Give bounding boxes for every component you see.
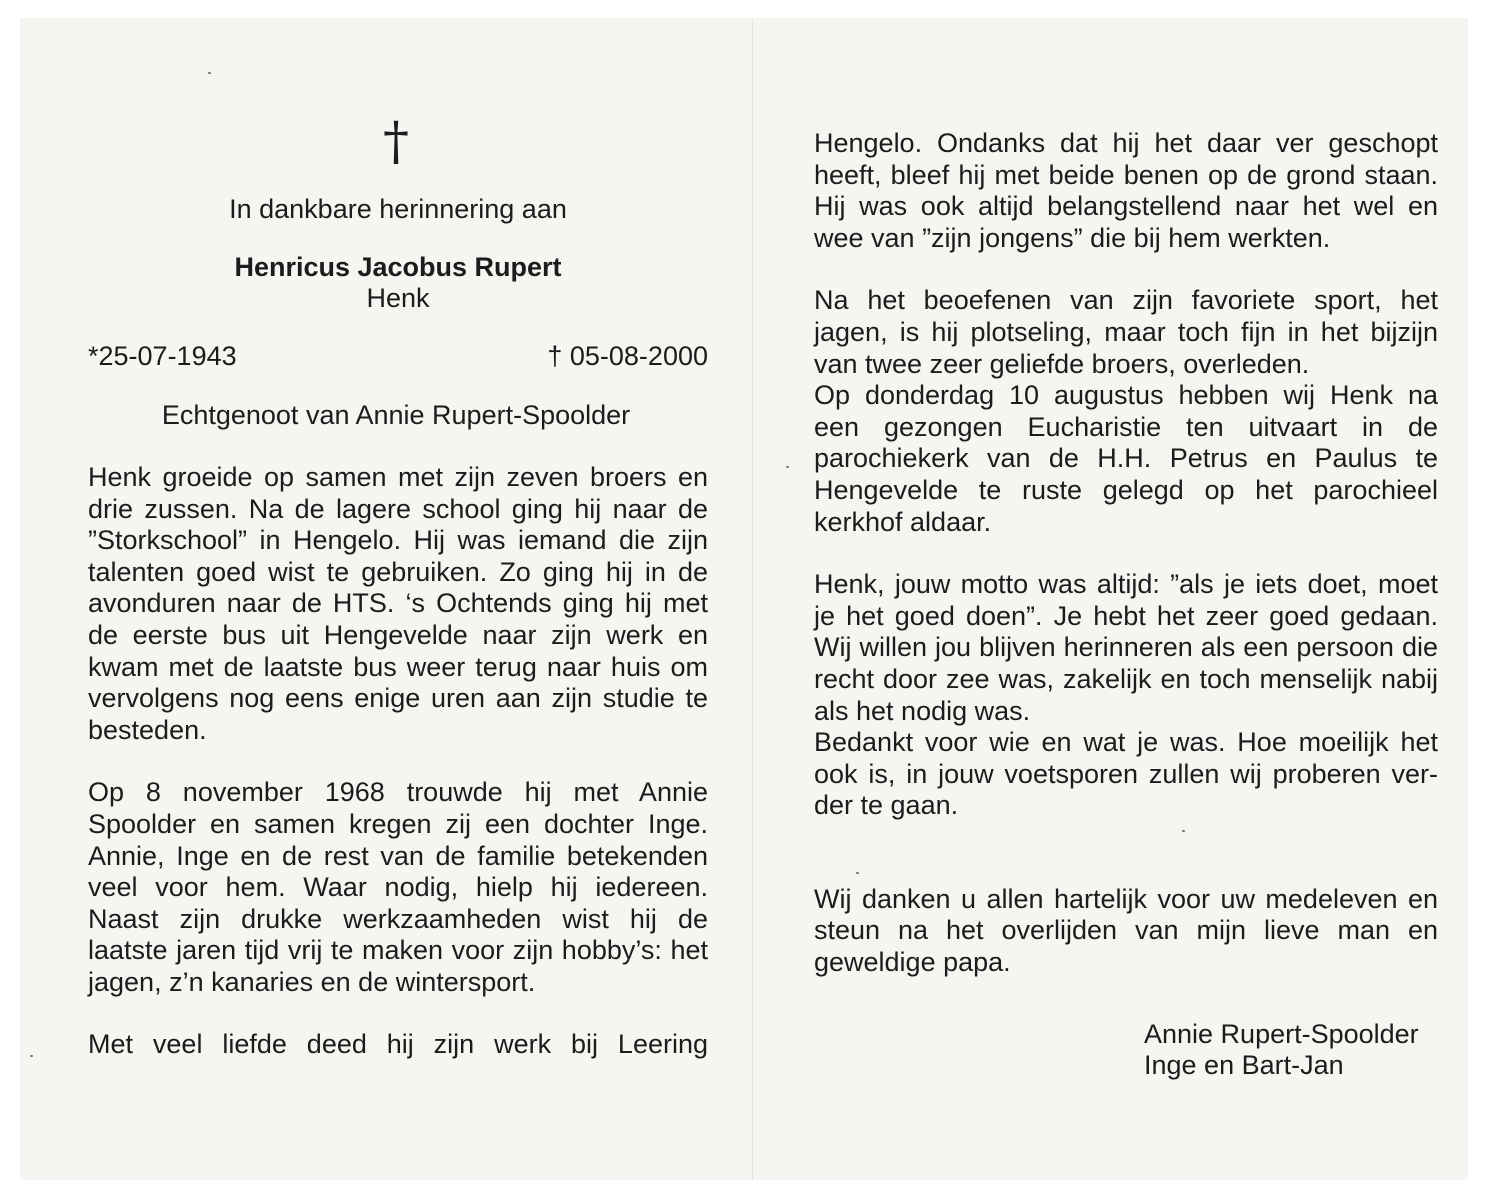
- biography-paragraph: Met veel liefde deed hij zijn werk bij Leering: [88, 1029, 708, 1060]
- intro-line: In dankbare herinnering aan: [229, 194, 567, 224]
- thanks-paragraph: Bedankt voor wie en wat je was. Hoe moeilijk het ook is, in jouw voetsporen zullen wij proberen ver-der te gaan.: [814, 727, 1438, 821]
- scan-speck: [786, 466, 789, 468]
- birth-date: *25-07-1943: [88, 340, 237, 371]
- life-dates: [88, 341, 708, 373]
- signature-block: [1144, 1019, 1438, 1082]
- gratitude-paragraph: Wij danken u allen hartelijk voor uw medeleven en steun na het overlijden van mijn lieve man en geweldige papa.: [814, 883, 1438, 978]
- card-fold-line: [752, 18, 753, 1180]
- scan-speck: [208, 72, 211, 74]
- biography-paragraph: Hengelo. Ondanks dat hij het daar ver geschopt heeft, bleef hij met beide benen op de grond staan. Hij was ook altijd belangstellend naar het wel en wee van ”zijn jongens” die bij hem werkten.: [814, 128, 1438, 253]
- spouse-line: Echtgenoot van Annie Rupert-Spoolder: [161, 400, 631, 431]
- biography-paragraph: Na het beoefenen van zijn favoriete sport, het jagen, is hij plotseling, maar toch fijn in het bijzijn van twee zeer geliefde broers, overleden.: [814, 285, 1438, 379]
- signature-line: Inge en Bart-Jan: [1144, 1050, 1344, 1081]
- biography-paragraph: Op 8 november 1968 trouwde hij met Annie Spoolder en samen kregen zij een dochter Inge. Annie, Inge en de rest van de familie betekenden veel voor hem. Waar nodig, hielp hij iedereen. Naast zijn drukke werkzaamheden wist hij de laatste jaren tijd vrij te maken voor zijn hobby’s: het jagen, z’n kanaries en de wintersport.: [88, 777, 708, 997]
- cross-icon: †: [383, 112, 409, 172]
- motto-paragraph: Henk, jouw motto was altijd: ”als je iets doet, moet je het goed doen”. Je hebt het zeer goed gedaan. Wij willen jou blijven herinneren als een persoon die recht door zee was, zakelijk en toch menselijk nabij als het nodig was.: [814, 569, 1438, 726]
- funeral-paragraph: Op donderdag 10 augustus hebben wij Henk na een gezongen Eucharistie ten uitvaart in de parochiekerk van de H.H. Petrus en Paulus te Hengevelde te ruste gelegd op het parochieel kerkhof aldaar.: [814, 380, 1438, 537]
- death-date: † 05-08-2000: [547, 340, 708, 371]
- deceased-full-name: Henricus Jacobus Rupert: [234, 251, 562, 282]
- biography-paragraph: Henk groeide op samen met zijn zeven broers en drie zussen. Na de lagere school ging hij naar de ”Storkschool” in Hengelo. Hij was iemand die zijn talenten goed wist te gebruiken. Zo ging hij in de avonduren naar de HTS. ‘s Ochtends ging hij met de eerste bus uit Hengevelde naar zijn werk en kwam met de laatste bus weer terug naar huis om vervolgens nog eens enige uren aan zijn studie te besteden.: [88, 461, 708, 745]
- deceased-nickname: Henk: [366, 283, 430, 314]
- scan-speck: [30, 1055, 33, 1057]
- right-page: [814, 128, 1438, 1082]
- left-page: [88, 110, 708, 1061]
- signature-line: Annie Rupert-Spoolder: [1144, 1018, 1419, 1049]
